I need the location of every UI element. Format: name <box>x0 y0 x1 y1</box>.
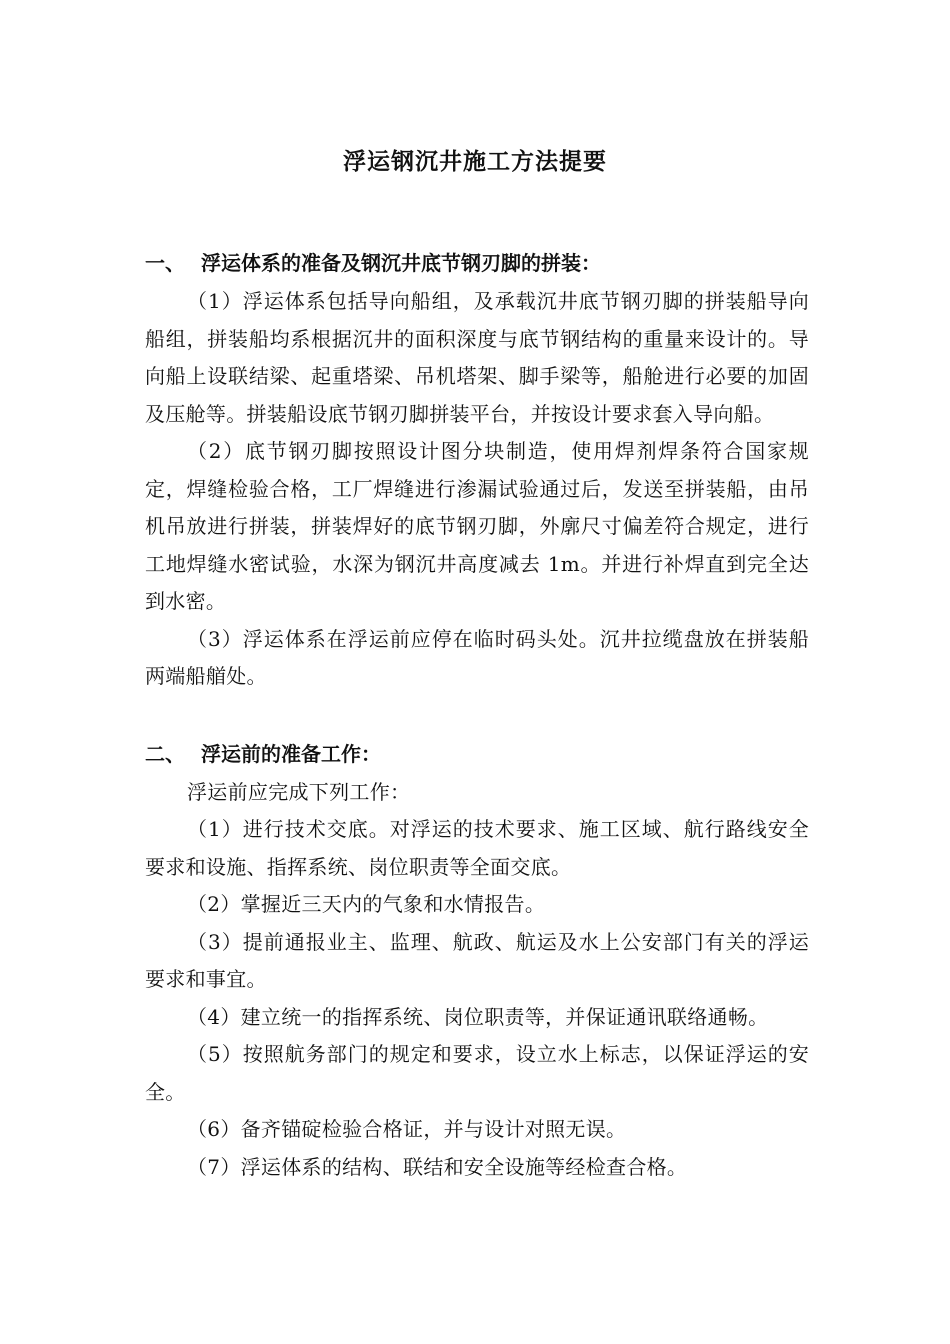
section-heading-2 <box>145 738 809 770</box>
document-title: 浮运钢沉井施工方法提要 <box>343 149 607 175</box>
section-number: 二、 <box>145 741 185 766</box>
paragraph: （7）浮运体系的结构、联结和安全设施等经检查合格。 <box>187 1154 688 1179</box>
paragraph: （6）备齐锚碇检验合格证，并与设计对照无误。 <box>187 1117 627 1141</box>
paragraph: 浮运前应完成下列工作： <box>187 779 411 804</box>
paragraph: （2）底节钢刃脚按照设计图分块制造，使用焊剂焊条符合国家规定，焊缝检验合格，工厂焊缝进行渗漏试验通过后，发送至拼装船，由吊机吊放进行拼装，拼装焊好的底节钢刃脚，外廓尺寸偏差符合规定，进行工地焊缝水密试验，水深为钢沉井高度减去 1m。并进行补焊直到完全达到水密。 <box>145 439 809 613</box>
section-spacer <box>145 696 809 738</box>
paragraph: （4）建立统一的指挥系统、岗位职责等，并保证通讯联络通畅。 <box>187 1004 769 1029</box>
section-title: 浮运体系的准备及钢沉井底节钢刃脚的拼装： <box>201 251 601 275</box>
section-heading-1 <box>145 247 809 279</box>
paragraph: （1）进行技术交底。对浮运的技术要求、施工区域、航行路线安全要求和设施、指挥系统、岗位职责等全面交底。 <box>145 817 809 879</box>
paragraph: （3）提前通报业主、监理、航政、航运及水上公安部门有关的浮运要求和事宜。 <box>145 929 809 991</box>
paragraph: （2）掌握近三天内的气象和水情报告。 <box>187 892 546 916</box>
paragraph: （1）浮运体系包括导向船组，及承载沉井底节钢刃脚的拼装船导向船组，拼装船均系根据沉井的面积深度与底节钢结构的重量来设计的。导向船上设联结梁、起重塔梁、吊机塔架、脚手梁等，船舱进行必要的加固及压舱等。拼装船设底节钢刃脚拼装平台，并按设计要求套入导向船。 <box>145 289 809 426</box>
section-title: 浮运前的准备工作： <box>201 741 381 766</box>
document-body <box>145 247 809 1186</box>
section-number: 一、 <box>145 251 185 275</box>
paragraph: （3）浮运体系在浮运前应停在临时码头处。沉井拉缆盘放在拼装船两端船艏处。 <box>145 626 809 688</box>
paragraph: （5）按照航务部门的规定和要求，设立水上标志，以保证浮运的安全。 <box>145 1042 809 1104</box>
